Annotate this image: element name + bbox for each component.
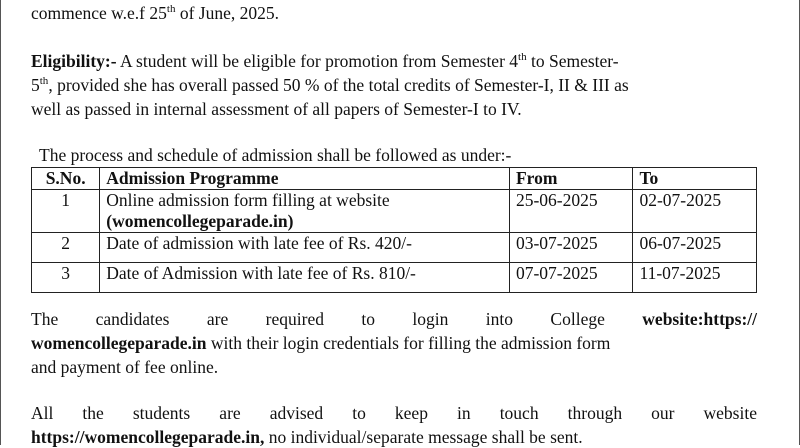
login-line-1: The candidates are required to login into College website:https://: [31, 309, 758, 329]
login-line-3: and payment of fee online.: [31, 357, 219, 377]
table-header-row: [32, 168, 757, 190]
header-programme: Admission Programme: [100, 168, 510, 190]
header-from: From: [509, 168, 633, 190]
table-row: [32, 190, 757, 233]
row-to: 11-07-2025: [633, 263, 757, 293]
website-link-text: (womencollegeparade.in): [106, 211, 294, 231]
contact-line-2: https://womencollegeparade.in, no individual/separate message shall be sent.: [31, 427, 583, 447]
row-to: 02-07-2025: [633, 190, 757, 233]
row-from: 03-07-2025: [509, 233, 633, 263]
row-programme: Date of Admission with late fee of Rs. 810/-: [100, 263, 510, 293]
header-to: To: [633, 168, 757, 190]
row-sno: 2: [32, 233, 100, 263]
login-line-2: womencollegeparade.in with their login credentials for filling the admission form: [31, 333, 611, 353]
row-from: 25-06-2025: [509, 190, 633, 233]
schedule-caption: The process and schedule of admission shall be followed as under:-: [39, 145, 512, 165]
website-link-text: https://womencollegeparade.in,: [31, 427, 265, 447]
row-sno: 3: [32, 263, 100, 293]
eligibility-line-3: well as passed in internal assessment of all papers of Semester-I to IV.: [31, 99, 522, 119]
eligibility-heading: Eligibility:-: [31, 51, 117, 71]
table-row: [32, 263, 757, 293]
row-from: 07-07-2025: [509, 263, 633, 293]
website-link-text: website:https://: [642, 309, 758, 329]
table-row: [32, 233, 757, 263]
row-to: 06-07-2025: [633, 233, 757, 263]
intro-line: commence w.e.f 25th of June, 2025.: [31, 3, 279, 23]
row-programme: Online admission form filling at website (womencollegeparade.in): [100, 190, 510, 233]
website-link-text: womencollegeparade.in: [31, 333, 207, 353]
header-sno: S.No.: [32, 168, 100, 190]
row-programme: Date of admission with late fee of Rs. 420/-: [100, 233, 510, 263]
eligibility-line-1: Eligibility:- A student will be eligible for promotion from Semester 4th to Semester-: [31, 51, 619, 71]
contact-line-1: All the students are advised to keep in touch through our website: [31, 403, 757, 423]
row-sno: 1: [32, 190, 100, 233]
admission-schedule-table: [31, 167, 757, 293]
intro-date: 25th of June, 2025.: [149, 3, 279, 23]
eligibility-line-2: 5th, provided she has overall passed 50 % of the total credits of Semester-I, II & III as: [31, 75, 629, 95]
